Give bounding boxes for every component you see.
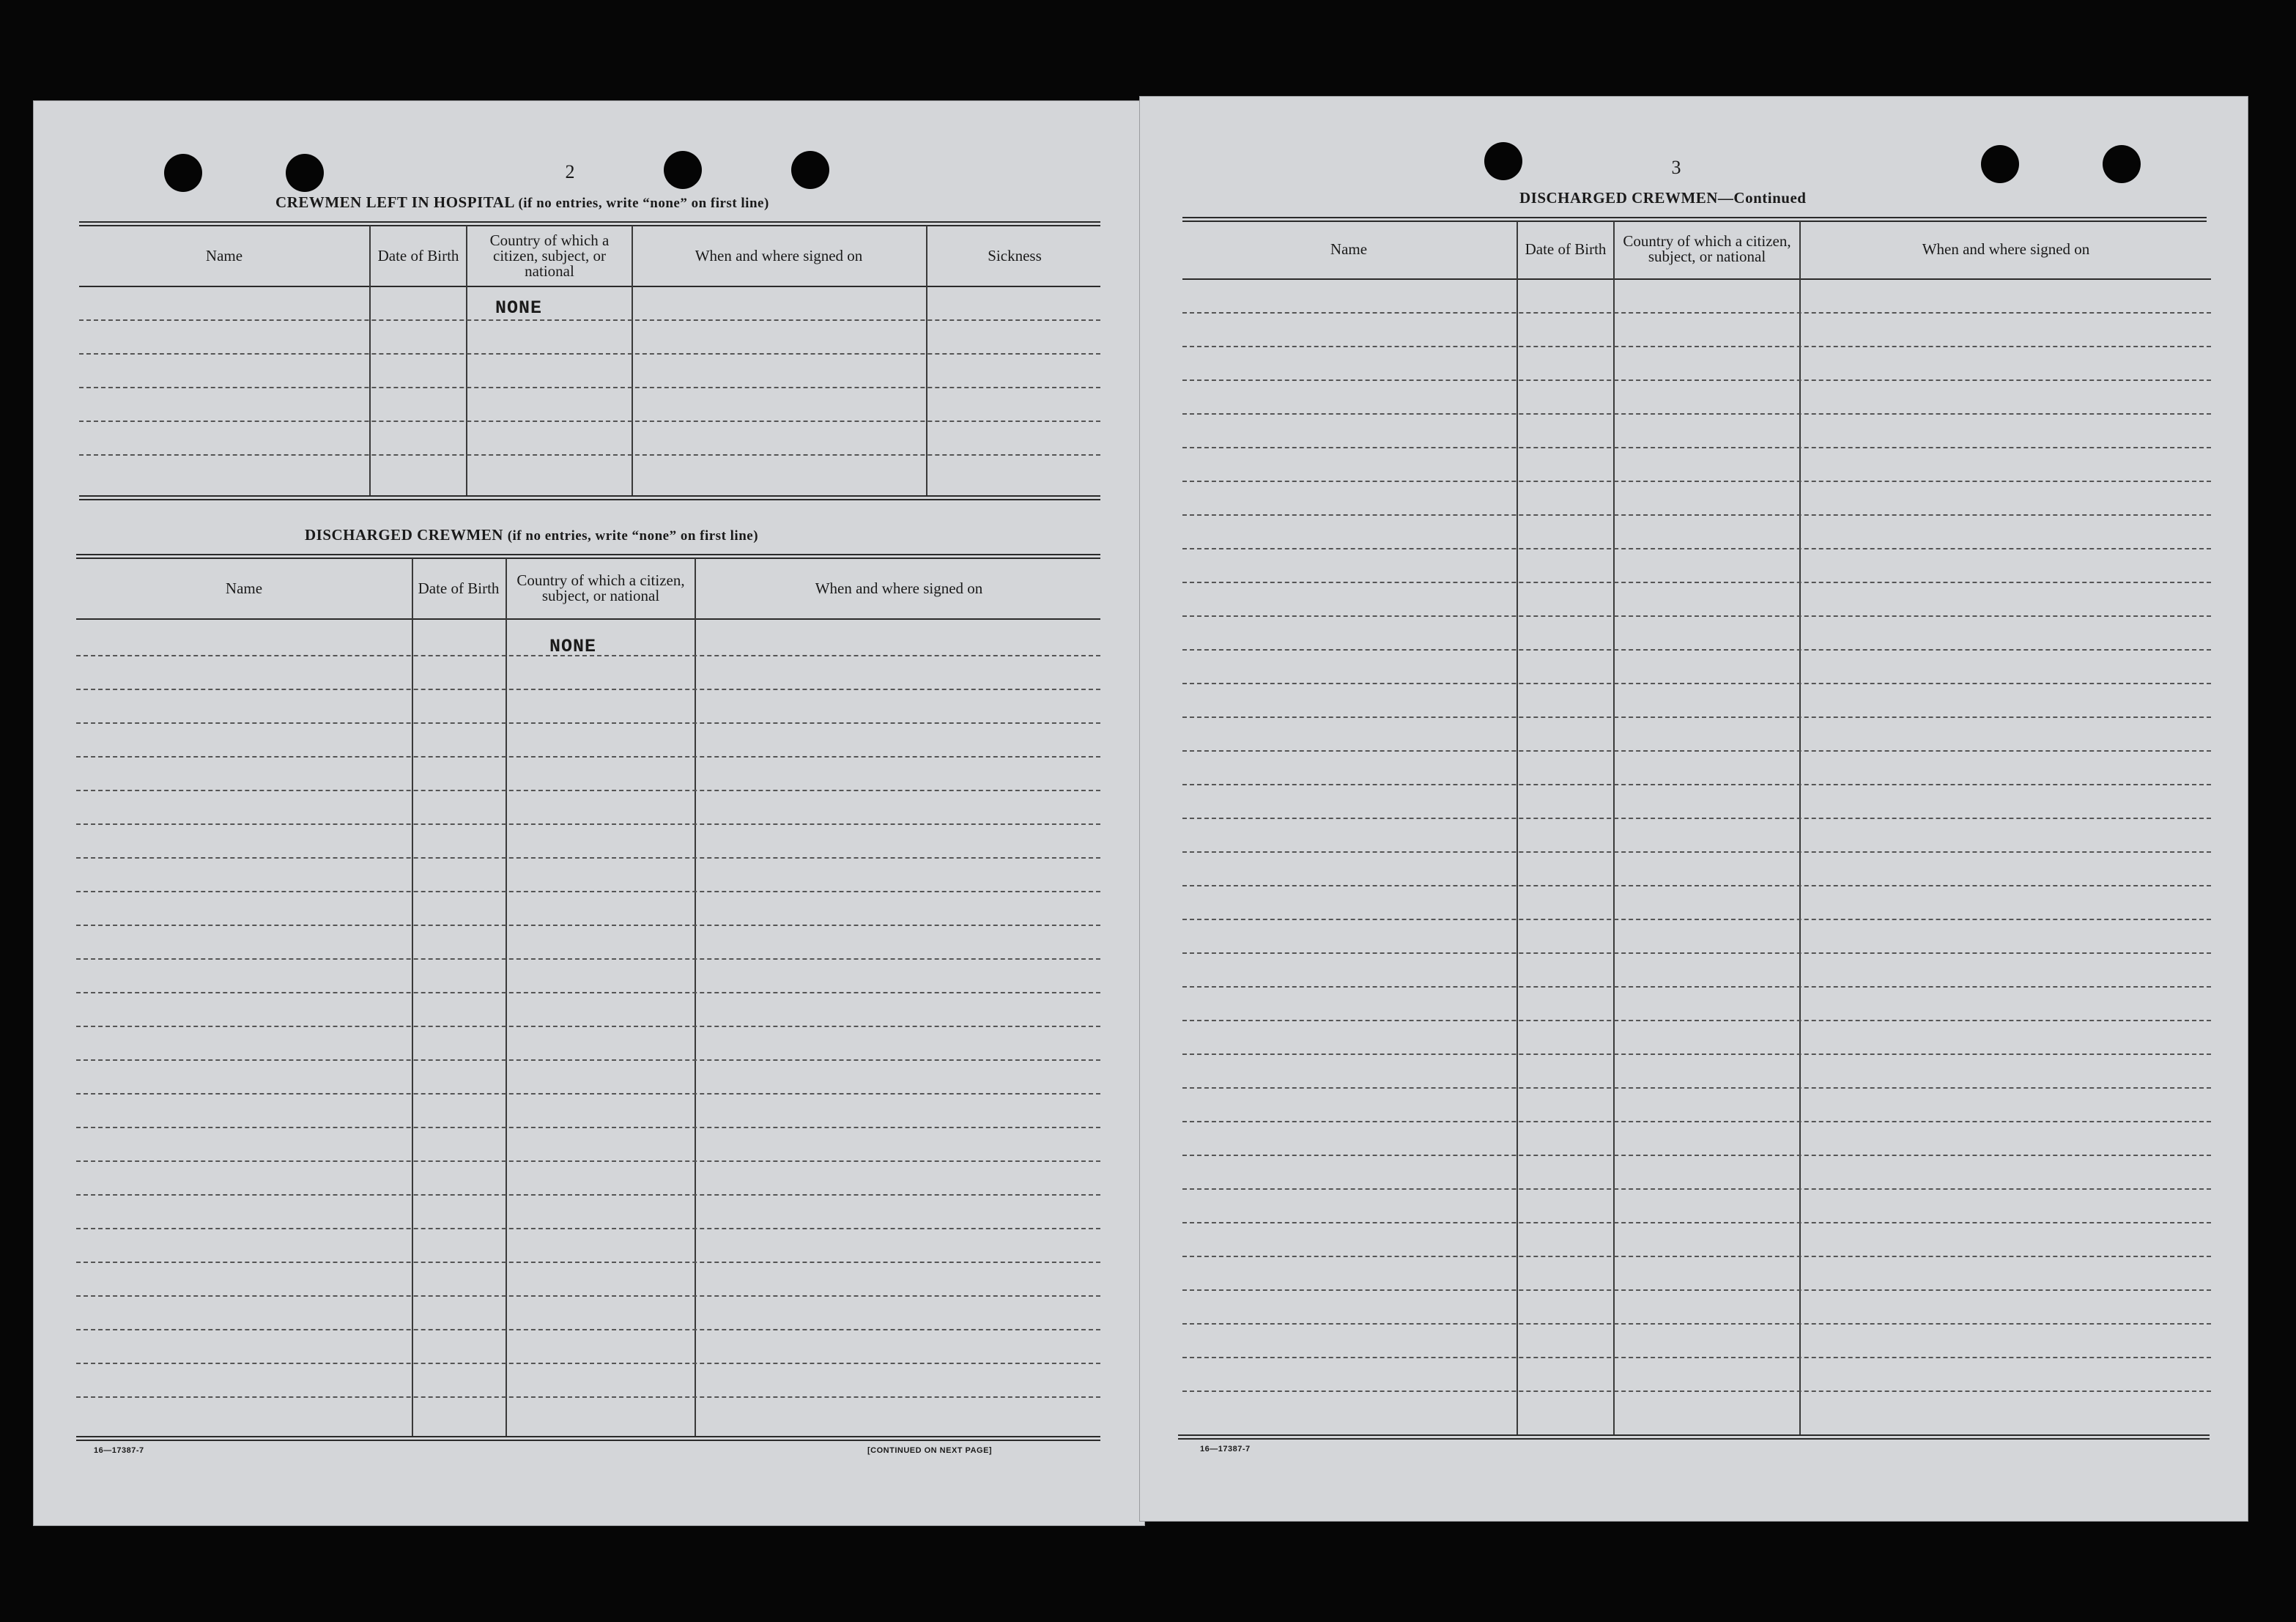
section-note: (if no entries, write “none” on first line) [507,528,759,544]
ruled-line [1182,582,2211,583]
ruled-line [1182,952,2211,954]
ruled-line [76,1093,1100,1095]
ruled-line [1182,683,2211,684]
column-header-name: Name [205,246,243,264]
ruled-line [1182,1222,2211,1223]
ruled-line [1182,784,2211,785]
column-header-country: Country of which a citizen, subject, or national [489,231,610,280]
ruled-line [1182,1390,2211,1392]
ruled-line [76,722,1100,724]
form-code: 16—17387-7 [1200,1445,1251,1453]
column-header-country: Country of which a citizen, subject, or national [1623,232,1791,265]
ruled-line [1182,312,2211,314]
ruled-line [1182,379,2211,381]
continued-note: [CONTINUED ON NEXT PAGE] [867,1446,993,1455]
punch-hole [164,154,202,192]
table-top-rule [1182,217,2207,218]
hospital-entry-none: NONE [495,297,543,319]
ruled-line [76,857,1100,859]
ruled-line [1182,548,2211,549]
discharged-continued-title: DISCHARGED CREWMEN—Continued [1519,189,1807,207]
form-code: 16—17387-7 [94,1446,144,1455]
ruled-line [76,1228,1100,1229]
ruled-line [1182,919,2211,920]
section-title-text: CREWMEN LEFT IN HOSPITAL [275,193,514,211]
ruled-line [76,823,1100,825]
ruled-line [1182,649,2211,651]
page-number: 2 [565,161,575,182]
column-header-sickness: Sickness [988,246,1042,264]
table-top-rule [76,554,1100,555]
column-divider [1799,221,1801,1434]
column-header-name: Name [225,579,263,597]
table-bottom-rule [1178,1434,2210,1436]
ruled-line [1182,1121,2211,1122]
discharged-entry-none: NONE [549,636,597,657]
ruled-line [76,1396,1100,1398]
ruled-line [1182,1020,2211,1021]
ruled-line [76,689,1100,690]
ruled-line [79,353,1100,355]
header-bottom-rule [76,618,1100,620]
column-header-signed-on: When and where signed on [1922,240,2090,258]
punch-hole [664,151,702,189]
section-note: (if no entries, write “none” on first line) [518,196,769,211]
ruled-line [76,1127,1100,1128]
header-bottom-rule [79,286,1100,287]
ruled-line [1182,885,2211,886]
left-page [34,101,1144,1525]
ruled-line [1182,447,2211,448]
ruled-line [79,319,1100,321]
ruled-line [76,1262,1100,1263]
ruled-line [79,421,1100,422]
punch-hole [1981,145,2019,183]
ruled-line [1182,716,2211,718]
ruled-line [1182,1323,2211,1325]
section-title-text: DISCHARGED CREWMEN [305,526,503,544]
ruled-line [1182,986,2211,988]
ruled-line [76,1194,1100,1196]
ruled-line [79,454,1100,456]
ruled-line [76,756,1100,758]
column-header-date-of-birth: Date of Birth [1525,240,1607,258]
column-header-signed-on: When and where signed on [815,579,983,597]
column-header-name: Name [1330,240,1368,258]
ruled-line [76,1026,1100,1027]
column-header-date-of-birth: Date of Birth [377,246,459,264]
page-number: 3 [1671,157,1681,178]
punch-hole [286,154,324,192]
ruled-line [1182,1053,2211,1055]
ruled-line [1182,1256,2211,1257]
header-bottom-rule [1182,278,2211,280]
ruled-line [79,387,1100,388]
ruled-line [1182,481,2211,482]
ruled-line [76,1363,1100,1364]
ruled-line [1182,1155,2211,1156]
ruled-line [1182,818,2211,819]
ruled-line [1182,1357,2211,1358]
ruled-line [1182,346,2211,347]
ruled-line [1182,1188,2211,1190]
punch-hole [2103,145,2141,183]
ruled-line [76,1160,1100,1162]
ruled-line [76,1059,1100,1061]
table-bottom-rule [76,1436,1100,1437]
column-header-date-of-birth: Date of Birth [418,579,500,597]
ruled-line [76,925,1100,926]
discharged-section-title [305,526,758,544]
punch-hole [1484,142,1522,180]
punch-hole [791,151,829,189]
right-page [1140,97,2248,1521]
ruled-line [1182,851,2211,853]
ruled-line [76,891,1100,892]
column-divider [1517,221,1518,1434]
ruled-line [76,790,1100,791]
table-top-rule [79,221,1100,223]
ruled-line [76,1295,1100,1297]
ruled-line [76,1329,1100,1330]
ruled-line [1182,750,2211,752]
column-header-signed-on: When and where signed on [695,246,863,264]
ruled-line [1182,413,2211,415]
ruled-line [76,958,1100,960]
ruled-line [1182,1087,2211,1089]
column-header-country: Country of which a citizen, subject, or national [516,571,685,604]
ruled-line [1182,1289,2211,1291]
ruled-line [1182,615,2211,617]
table-bottom-rule [79,495,1100,497]
hospital-section-title [275,193,769,212]
ruled-line [1182,514,2211,516]
ruled-line [76,992,1100,993]
column-divider [1613,221,1615,1434]
